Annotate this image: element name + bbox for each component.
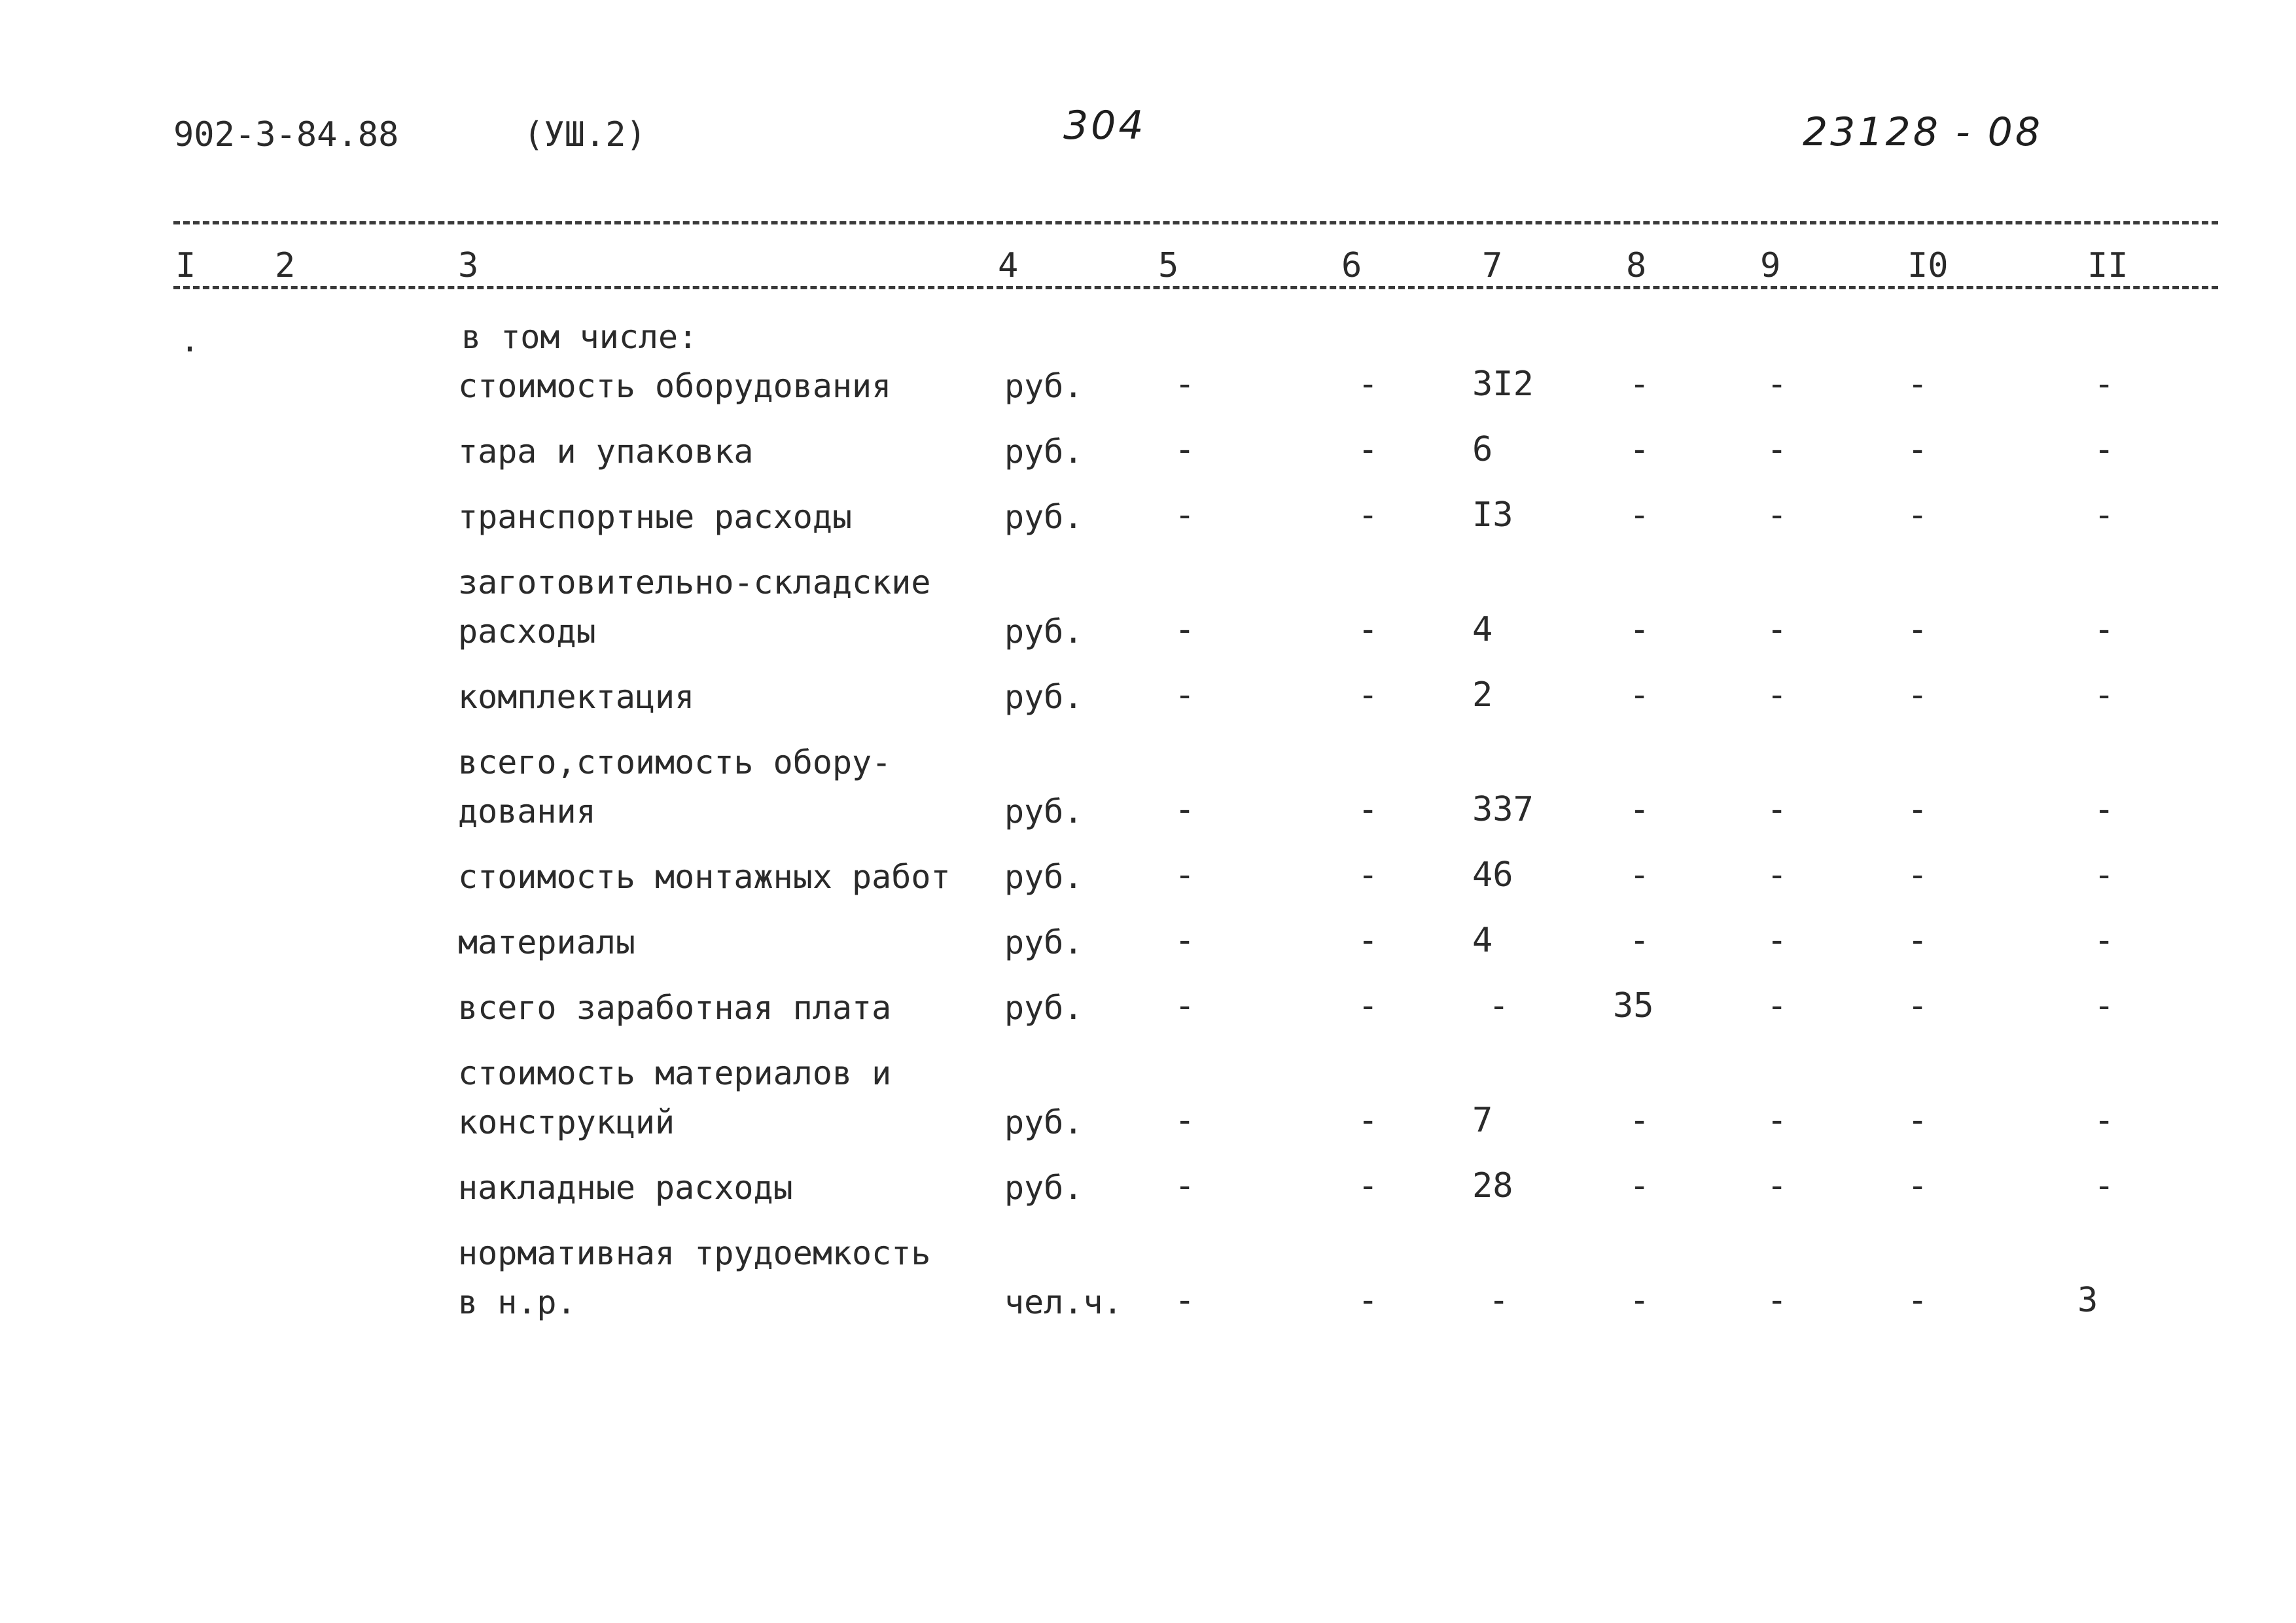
empty-value: - — [1358, 495, 1379, 535]
empty-value: - — [1767, 365, 1788, 404]
empty-value: - — [1907, 855, 1928, 895]
empty-value: - — [1629, 790, 1650, 829]
empty-value: - — [2094, 986, 2115, 1026]
empty-value: - — [1358, 1281, 1379, 1320]
row-name-line: всего,стоимость обору- — [458, 743, 892, 781]
empty-value: - — [1358, 1101, 1379, 1140]
value-cell: 4 — [1472, 921, 1493, 960]
empty-value: - — [1174, 495, 1195, 535]
column-number-4: 4 — [998, 246, 1019, 285]
row-name-line: в н.р. — [458, 1283, 576, 1321]
row-name-line: транспортные расходы — [458, 498, 853, 536]
empty-value: - — [2094, 790, 2115, 829]
column-number-6: 6 — [1341, 246, 1362, 285]
empty-value: - — [1907, 790, 1928, 829]
row-unit: руб. — [1004, 1103, 1084, 1141]
empty-value: - — [1907, 921, 1928, 960]
empty-value: - — [1174, 790, 1195, 829]
row-name-line: конструкций — [458, 1103, 675, 1141]
empty-value: - — [1767, 790, 1788, 829]
empty-value: - — [1629, 610, 1650, 649]
empty-value: - — [1629, 1281, 1650, 1320]
empty-value: - — [1767, 610, 1788, 649]
empty-value: - — [1174, 430, 1195, 469]
empty-value: - — [1767, 1101, 1788, 1140]
column-number-7: 7 — [1482, 246, 1503, 285]
row-name-line: стоимость оборудования — [458, 367, 892, 405]
row-name-line: нормативная трудоемкость — [458, 1234, 931, 1272]
empty-value: - — [1629, 675, 1650, 715]
page-number: 304 — [1063, 103, 1146, 149]
empty-value: - — [1174, 1166, 1195, 1205]
row-name-line: расходы — [458, 613, 596, 651]
row-unit: руб. — [1004, 678, 1084, 716]
empty-value: - — [1174, 365, 1195, 404]
column-number-1: I — [175, 246, 196, 285]
value-cell: 7 — [1472, 1101, 1493, 1140]
empty-value: - — [1174, 855, 1195, 895]
row-name-line: комплектация — [458, 678, 695, 716]
value-cell: 46 — [1472, 855, 1513, 895]
value-cell: 4 — [1472, 610, 1493, 649]
row-name-line: стоимость монтажных работ — [458, 858, 951, 896]
column-number-2: 2 — [275, 246, 296, 285]
empty-value: - — [1767, 495, 1788, 535]
empty-value: - — [2094, 921, 2115, 960]
empty-value: - — [1907, 610, 1928, 649]
empty-value: - — [1358, 610, 1379, 649]
column-number-3: 3 — [458, 246, 479, 285]
column-number-8: 8 — [1626, 246, 1647, 285]
row-unit: руб. — [1004, 433, 1084, 471]
empty-value: - — [1767, 430, 1788, 469]
empty-value: - — [1907, 1166, 1928, 1205]
value-cell: 6 — [1472, 430, 1493, 469]
document-code: 902-3-84.88 — [173, 115, 399, 154]
column-numbers-divider — [173, 286, 2218, 289]
row-unit: руб. — [1004, 367, 1084, 405]
value-cell: 3 — [2077, 1281, 2098, 1320]
row-unit: руб. — [1004, 923, 1084, 961]
empty-value: - — [1629, 855, 1650, 895]
empty-value: - — [1358, 790, 1379, 829]
empty-value: - — [1629, 430, 1650, 469]
empty-value: - — [2094, 610, 2115, 649]
empty-value: - — [1629, 1166, 1650, 1205]
empty-value: - — [1358, 430, 1379, 469]
empty-value: - — [1489, 986, 1510, 1026]
empty-value: - — [1358, 855, 1379, 895]
empty-value: - — [1489, 1281, 1510, 1320]
empty-value: - — [1767, 675, 1788, 715]
row-unit: руб. — [1004, 613, 1084, 651]
row-unit: руб. — [1004, 858, 1084, 896]
row-bullet: . — [180, 321, 200, 359]
empty-value: - — [2094, 1166, 2115, 1205]
empty-value: - — [1629, 1101, 1650, 1140]
empty-value: - — [1907, 1101, 1928, 1140]
row-name-line: материалы — [458, 923, 635, 961]
empty-value: - — [1767, 1166, 1788, 1205]
empty-value: - — [1907, 986, 1928, 1026]
top-divider — [173, 221, 2218, 224]
empty-value: - — [1174, 1101, 1195, 1140]
value-cell: I3 — [1472, 495, 1513, 535]
value-cell: 3I2 — [1472, 365, 1534, 404]
value-cell: 28 — [1472, 1166, 1513, 1205]
empty-value: - — [1767, 986, 1788, 1026]
empty-value: - — [1629, 495, 1650, 535]
document-number: 23128 - 08 — [1803, 109, 2043, 155]
empty-value: - — [1174, 610, 1195, 649]
empty-value: - — [1358, 1166, 1379, 1205]
empty-value: - — [1358, 675, 1379, 715]
row-name-line: всего заработная плата — [458, 989, 892, 1027]
empty-value: - — [1767, 921, 1788, 960]
empty-value: - — [1358, 986, 1379, 1026]
row-unit: руб. — [1004, 793, 1084, 830]
empty-value: - — [1174, 1281, 1195, 1320]
empty-value: - — [1174, 921, 1195, 960]
column-number-10: I0 — [1907, 246, 1949, 285]
value-cell: 35 — [1613, 986, 1654, 1026]
empty-value: - — [1174, 675, 1195, 715]
empty-value: - — [1629, 365, 1650, 404]
empty-value: - — [1358, 365, 1379, 404]
empty-value: - — [1358, 921, 1379, 960]
empty-value: - — [1629, 921, 1650, 960]
row-unit: чел.ч. — [1004, 1283, 1123, 1321]
empty-value: - — [2094, 495, 2115, 535]
row-unit: руб. — [1004, 498, 1084, 536]
empty-value: - — [2094, 855, 2115, 895]
value-cell: 337 — [1472, 790, 1534, 829]
row-name-line: накладные расходы — [458, 1169, 793, 1207]
row-name-line: тара и упаковка — [458, 433, 754, 471]
row-name-line: дования — [458, 793, 596, 830]
section-label: в том числе: — [461, 318, 698, 356]
empty-value: - — [2094, 1101, 2115, 1140]
empty-value: - — [1767, 1281, 1788, 1320]
column-number-9: 9 — [1760, 246, 1781, 285]
empty-value: - — [2094, 365, 2115, 404]
column-number-5: 5 — [1158, 246, 1179, 285]
empty-value: - — [2094, 430, 2115, 469]
empty-value: - — [1907, 675, 1928, 715]
empty-value: - — [1907, 495, 1928, 535]
empty-value: - — [2094, 675, 2115, 715]
row-unit: руб. — [1004, 989, 1084, 1027]
column-number-11: II — [2087, 246, 2128, 285]
row-name-line: заготовительно-складские — [458, 563, 931, 601]
empty-value: - — [1767, 855, 1788, 895]
empty-value: - — [1907, 430, 1928, 469]
empty-value: - — [1907, 365, 1928, 404]
value-cell: 2 — [1472, 675, 1493, 715]
section-code: (УШ.2) — [523, 115, 646, 154]
row-unit: руб. — [1004, 1169, 1084, 1207]
empty-value: - — [1174, 986, 1195, 1026]
row-name-line: стоимость материалов и — [458, 1054, 892, 1092]
empty-value: - — [1907, 1281, 1928, 1320]
